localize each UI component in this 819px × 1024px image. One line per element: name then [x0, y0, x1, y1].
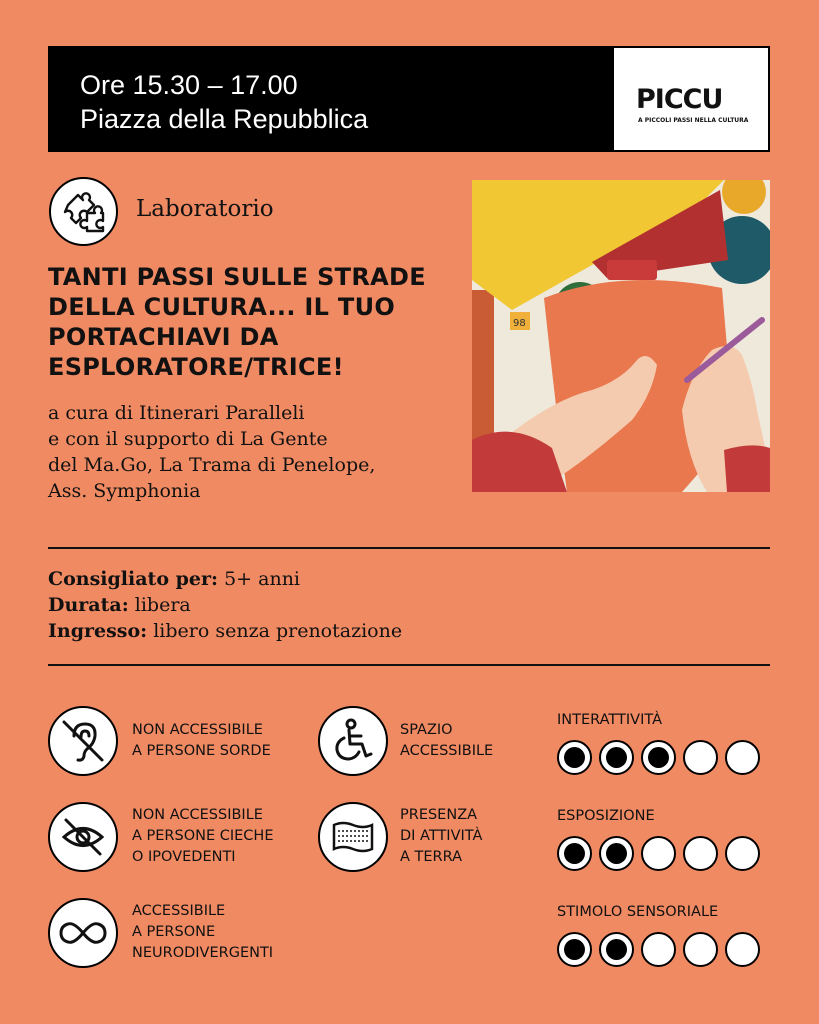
access-line: A PERSONE [132, 924, 216, 940]
rating-title-sensory: STIMOLO SENSORIALE [557, 904, 719, 920]
rating-dot-empty [725, 740, 760, 775]
title-line: TANTI PASSI SULLE STRADE [48, 263, 426, 291]
access-line: NON ACCESSIBILE [132, 807, 263, 823]
floor-mat-icon [318, 802, 388, 872]
wheelchair-icon [318, 706, 388, 776]
access-line: A TERRA [400, 849, 463, 865]
event-place: Piazza della Repubblica [80, 104, 369, 134]
duration-row [48, 592, 402, 618]
access-line: NON ACCESSIBILE [132, 722, 263, 738]
logo-tagline: A PICCOLI PASSI NELLA CULTURA [638, 117, 749, 124]
access-line: ACCESSIBILE [132, 903, 226, 919]
age-label: Consigliato per: [48, 568, 219, 590]
rating-dot-empty [641, 932, 676, 967]
header-bar [48, 46, 770, 152]
access-line: PRESENZA [400, 807, 478, 823]
space-access-text [400, 720, 493, 762]
duration-label: Durata: [48, 594, 129, 616]
rating-dots-exposure [557, 836, 760, 871]
logo-wordmark: PICCU [636, 84, 723, 115]
entry-value: libero senza prenotazione [153, 620, 403, 642]
puzzle-icon [49, 177, 118, 246]
entry-label: Ingresso: [48, 620, 148, 642]
rating-dot-empty [683, 836, 718, 871]
rating-dot-empty [683, 932, 718, 967]
age-row [48, 566, 402, 592]
access-line: ACCESSIBILE [400, 743, 494, 759]
duration-value: libera [134, 594, 191, 616]
credit-line: Ass. Symphonia [48, 480, 201, 502]
credit-line: e con il supporto di La Gente [48, 428, 328, 450]
no-vision-icon [48, 802, 118, 872]
no-hearing-icon [48, 706, 118, 776]
rating-dot-filled [557, 932, 592, 967]
access-line: SPAZIO [400, 722, 453, 738]
access-line: A PERSONE CIECHE [132, 828, 274, 844]
rating-dot-empty [641, 836, 676, 871]
title-line: ESPLORATORE/TRICE! [48, 353, 344, 381]
access-line: NEURODIVERGENTI [132, 945, 274, 961]
deaf-access-text [132, 720, 271, 762]
floor-activity-text [400, 805, 482, 868]
rating-dot-empty [725, 932, 760, 967]
event-time-place [80, 68, 368, 136]
event-details [48, 566, 402, 644]
rating-dot-empty [683, 740, 718, 775]
rating-dot-filled [599, 932, 634, 967]
access-line: O IPOVEDENTI [132, 849, 236, 865]
piccu-logo [614, 48, 768, 150]
credit-line: a cura di Itinerari Paralleli [48, 402, 305, 424]
rating-title-interactivity: INTERATTIVITÀ [557, 712, 663, 728]
credit-line: del Ma.Go, La Trama di Penelope, [48, 454, 376, 476]
svg-text:98: 98 [513, 318, 526, 329]
access-line: DI ATTIVITÀ [400, 828, 483, 844]
rating-dots-interactivity [557, 740, 760, 775]
divider-top [48, 547, 770, 549]
rating-dot-filled [557, 836, 592, 871]
rating-dot-filled [557, 740, 592, 775]
workshop-photo [472, 180, 770, 492]
rating-dot-filled [641, 740, 676, 775]
neuro-access-text [132, 901, 273, 964]
rating-dot-filled [599, 740, 634, 775]
age-value: 5+ anni [224, 568, 301, 590]
infinity-icon [48, 898, 118, 968]
divider-bottom [48, 664, 770, 666]
access-line: A PERSONE SORDE [132, 743, 271, 759]
rating-title-exposure: ESPOSIZIONE [557, 808, 655, 824]
event-title [48, 262, 468, 382]
rating-dot-empty [725, 836, 760, 871]
category-label: Laboratorio [136, 196, 274, 222]
event-credits [48, 400, 458, 504]
blind-access-text [132, 805, 274, 868]
title-line: PORTACHIAVI DA [48, 323, 279, 351]
event-time: Ore 15.30 – 17.00 [80, 70, 298, 100]
title-line: DELLA CULTURA... IL TUO [48, 293, 396, 321]
entry-row [48, 618, 402, 644]
rating-dot-filled [599, 836, 634, 871]
rating-dots-sensory [557, 932, 760, 967]
